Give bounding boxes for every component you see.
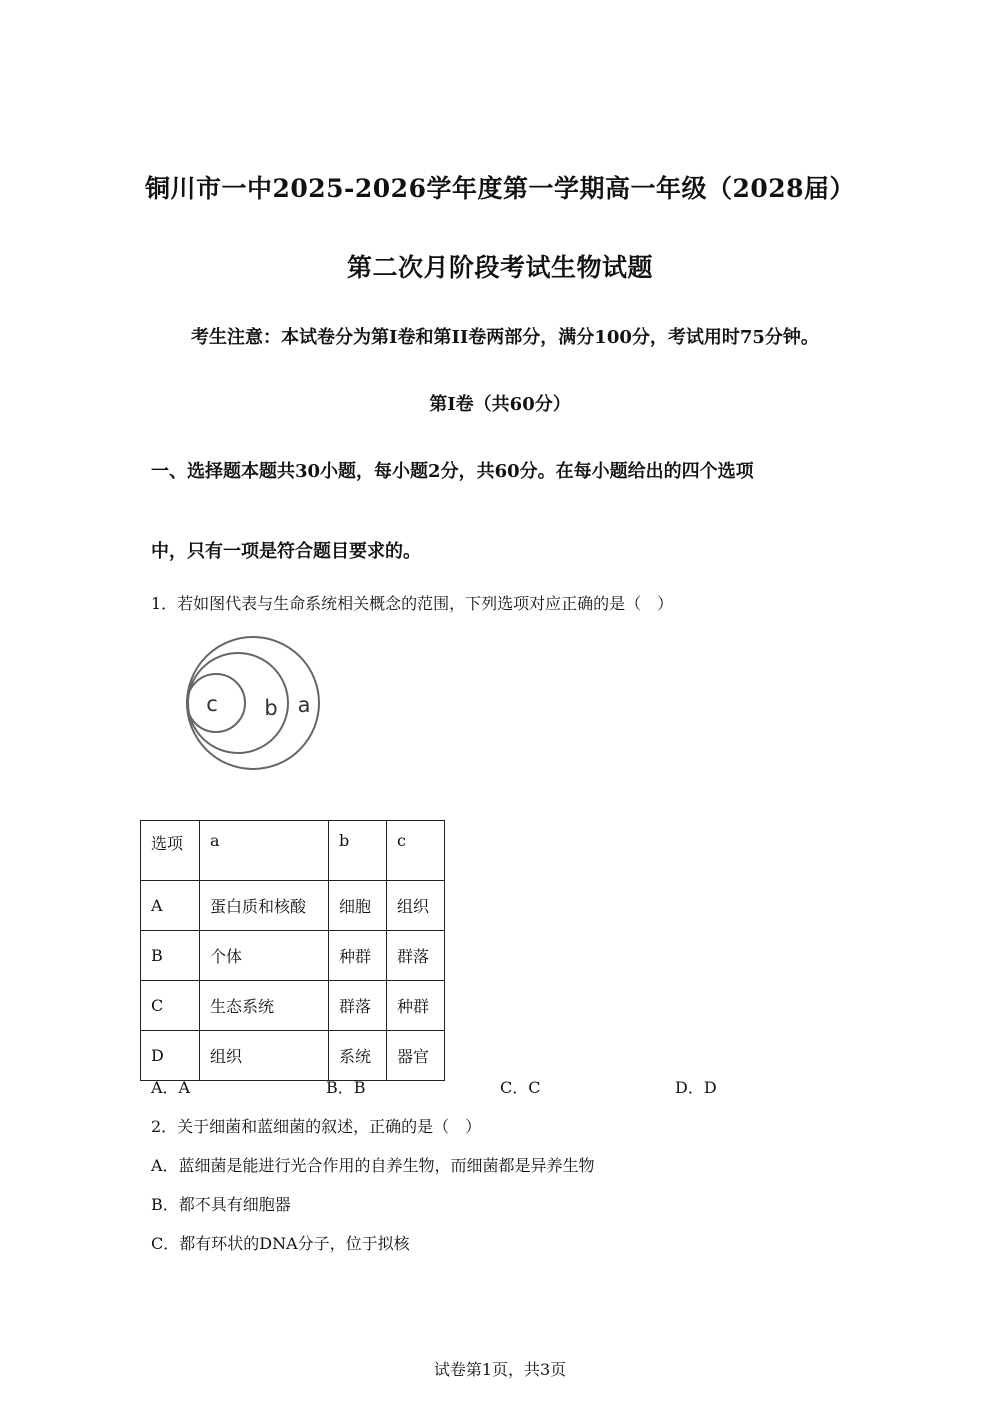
options-table — [140, 820, 445, 1081]
table-cell: 器官 — [387, 1031, 445, 1081]
volume-heading: 第I卷（共60分） — [429, 394, 571, 415]
choice-a: A．A — [151, 1078, 191, 1097]
question-2-option-c: C．都有环状的DNA分子，位于拟核 — [151, 1234, 410, 1253]
table-cell: 群落 — [329, 981, 387, 1031]
question-2-option-a: A．蓝细菌是能进行光合作用的自养生物，而细菌都是异养生物 — [151, 1156, 595, 1175]
table-header-cell: a — [200, 821, 329, 881]
section-instruction-line1: 一、选择题本题共30小题，每小题2分，共60分。在每小题给出的四个选项 — [151, 461, 754, 482]
table-cell: 蛋白质和核酸 — [200, 881, 329, 931]
table-cell: 细胞 — [329, 881, 387, 931]
venn-label-a: a — [297, 693, 311, 717]
table-cell: A — [141, 881, 200, 931]
choice-d: D．D — [675, 1078, 717, 1097]
choice-b: B．B — [326, 1078, 366, 1097]
table-cell: C — [141, 981, 200, 1031]
venn-label-b: b — [264, 696, 278, 720]
table-row — [141, 881, 445, 931]
table-cell: 组织 — [200, 1031, 329, 1081]
table-cell: 生态系统 — [200, 981, 329, 1031]
question-2-option-b: B．都不具有细胞器 — [151, 1195, 291, 1214]
table-row — [141, 931, 445, 981]
table-cell: D — [141, 1031, 200, 1081]
table-cell: B — [141, 931, 200, 981]
table-row — [141, 981, 445, 1031]
table-header-row — [141, 821, 445, 881]
page-footer: 试卷第1页，共3页 — [433, 1360, 567, 1379]
table-header-cell: 选项 — [141, 821, 200, 881]
venn-label-c: c — [206, 692, 218, 716]
question-2-stem: 2．关于细菌和蓝细菌的叙述，正确的是（ ） — [151, 1117, 482, 1136]
table-cell: 种群 — [329, 931, 387, 981]
table-cell: 个体 — [200, 931, 329, 981]
question-1-stem: 1．若如图代表与生命系统相关概念的范围，下列选项对应正确的是（ ） — [151, 594, 674, 613]
table-header-cell: b — [329, 821, 387, 881]
exam-notice: 考生注意：本试卷分为第I卷和第II卷两部分，满分100分，考试用时75分钟。 — [191, 327, 819, 348]
section-instruction-line2: 中，只有一项是符合题目要求的。 — [151, 541, 421, 562]
table-row — [141, 1031, 445, 1081]
venn-diagram — [182, 633, 326, 773]
table-cell: 群落 — [387, 931, 445, 981]
exam-title-line1: 铜川市一中2025-2026学年度第一学期高一年级（2028届） — [144, 174, 856, 203]
table-cell: 组织 — [387, 881, 445, 931]
table-header-cell: c — [387, 821, 445, 881]
exam-title-line2: 第二次月阶段考试生物试题 — [346, 253, 653, 282]
table-cell: 种群 — [387, 981, 445, 1031]
table-cell: 系统 — [329, 1031, 387, 1081]
choice-c: C．C — [500, 1078, 541, 1097]
